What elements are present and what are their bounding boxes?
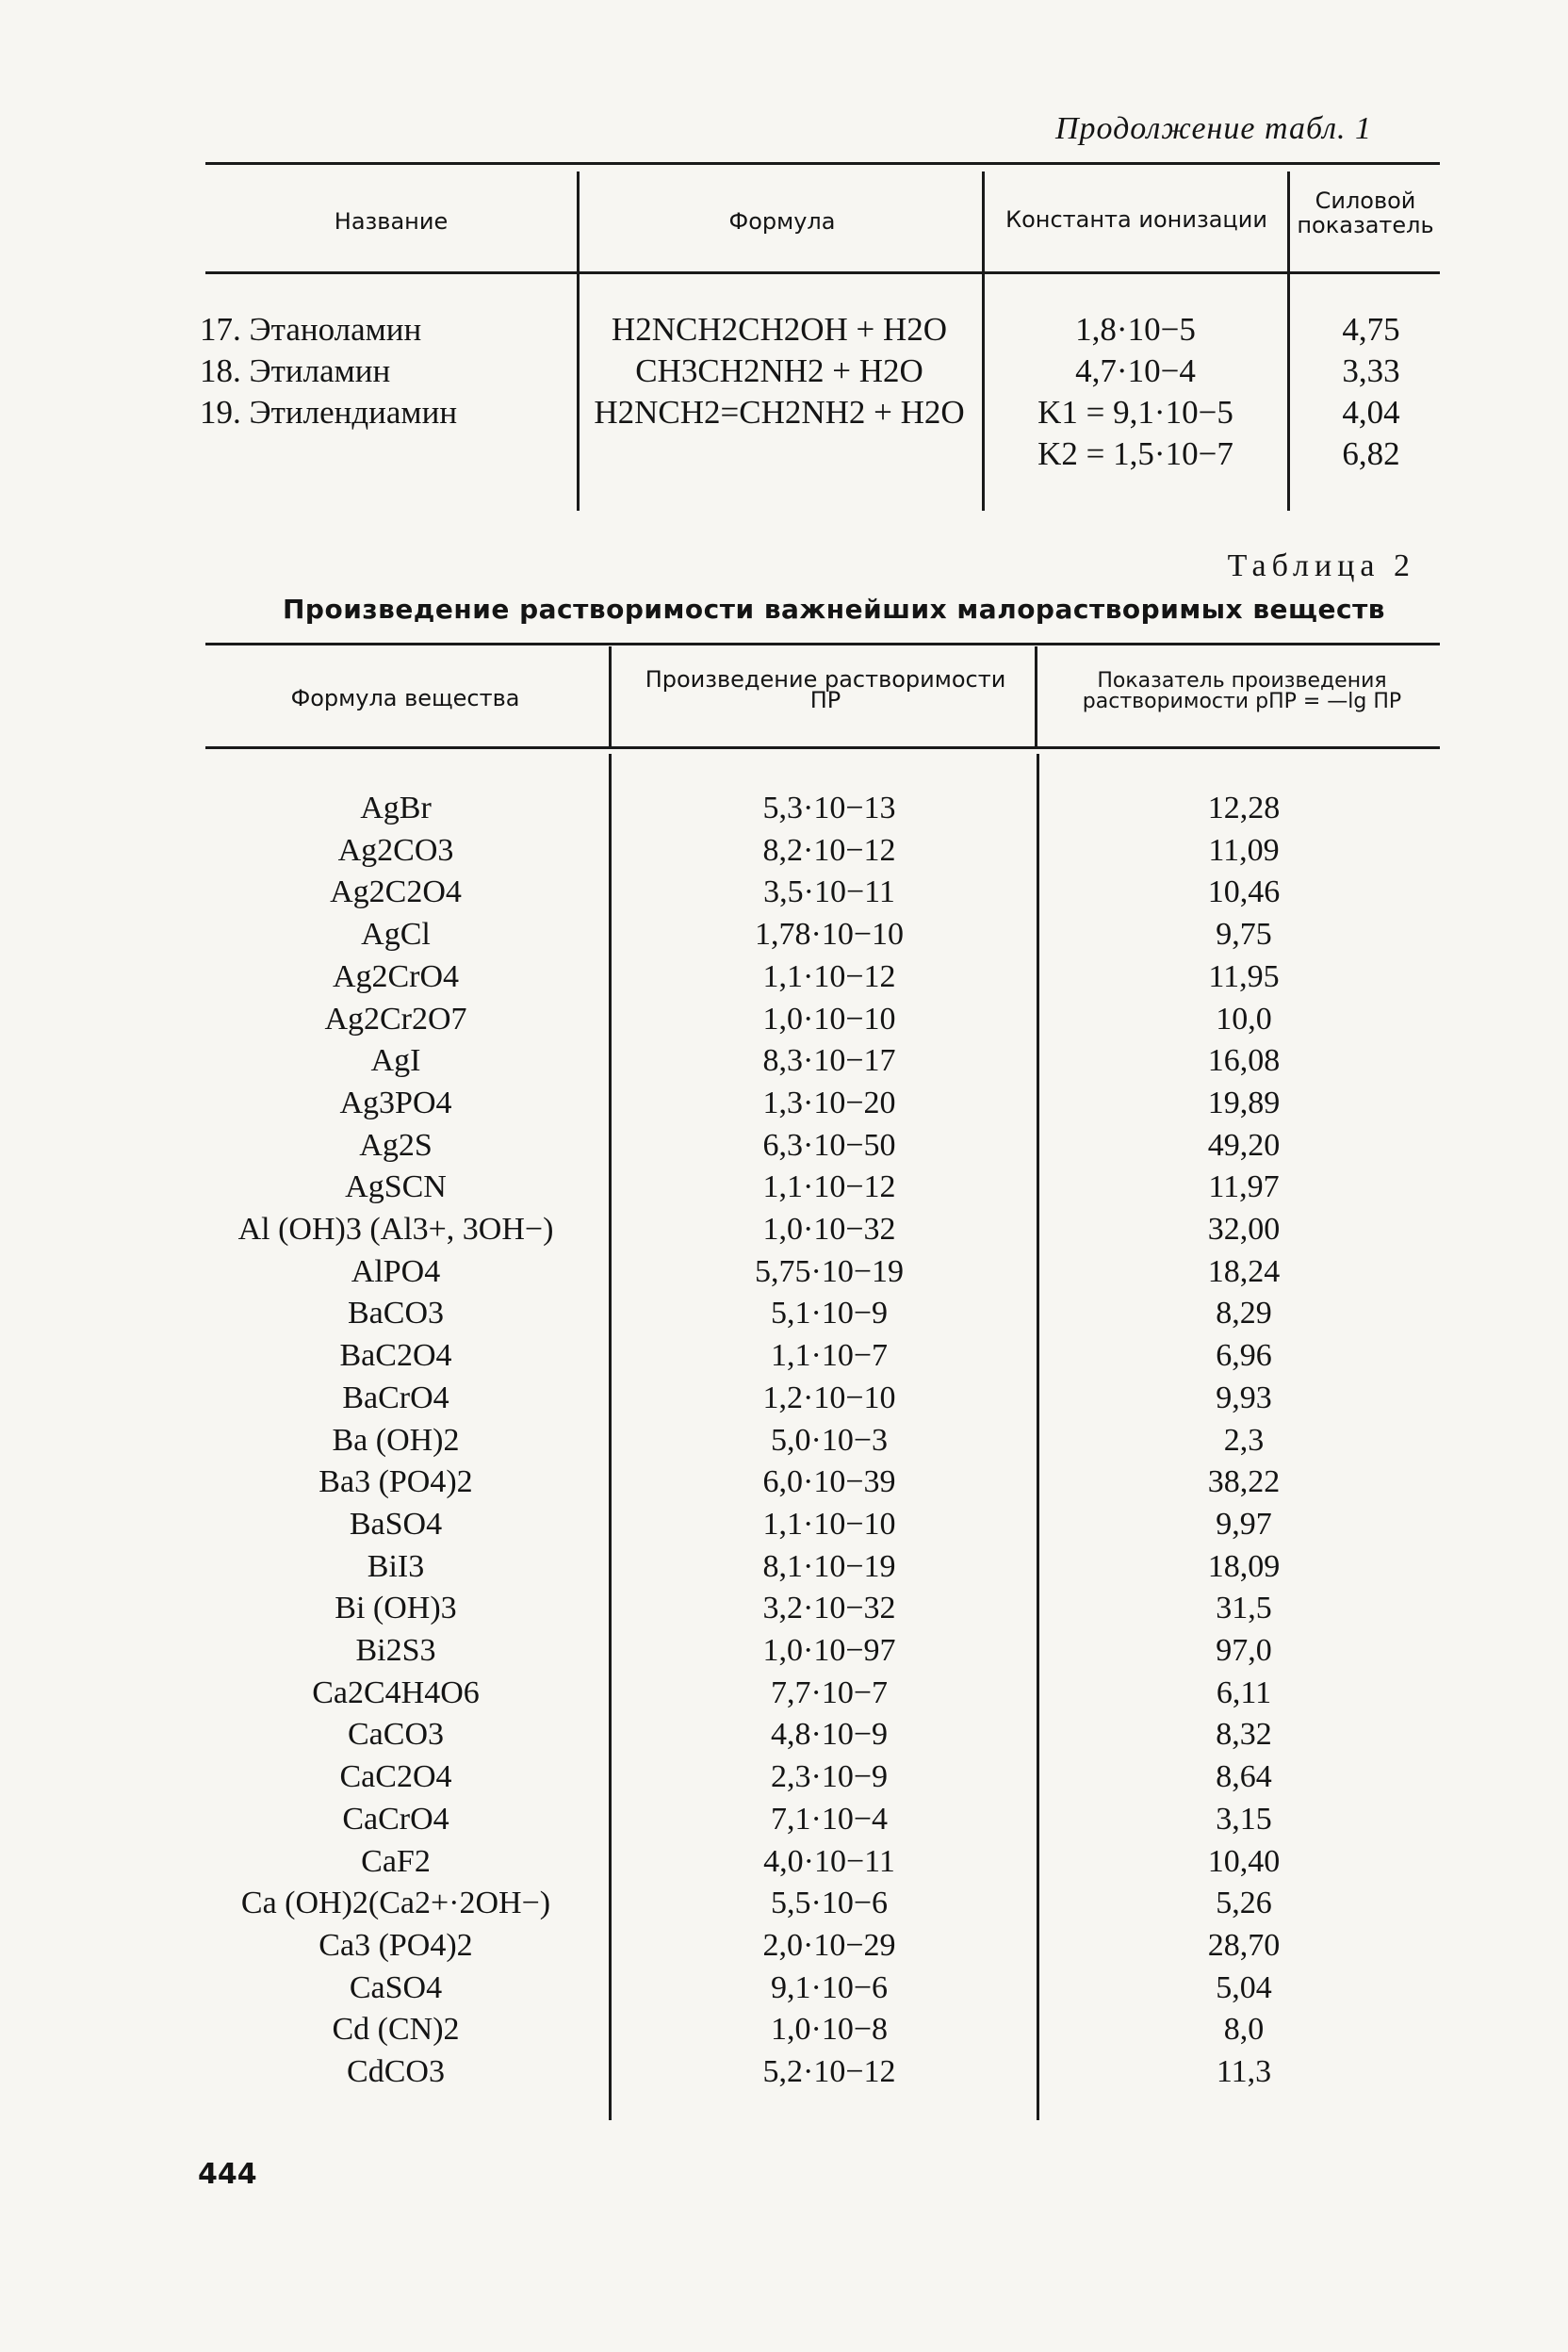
table2-header-divider-2 — [1035, 646, 1037, 746]
table2-cell-ksp: 5,5·10−6 — [771, 1886, 888, 1921]
table2-cell-pksp: 19,89 — [1207, 1085, 1281, 1120]
table2-cell-pksp: 8,32 — [1216, 1717, 1272, 1753]
table2-cell-ksp: 5,0·10−3 — [771, 1422, 888, 1458]
table2-cell-formula: Al (OH)3 (Al3+, 3OH−) — [237, 1212, 554, 1247]
table2-cell-formula: AgBr — [360, 791, 432, 825]
table2-cell-ksp: 1,0·10−8 — [771, 2012, 888, 2048]
table2-cell-ksp: 1,1·10−12 — [762, 1169, 896, 1205]
table2-cell-ksp: 7,1·10−4 — [771, 1801, 888, 1837]
table2-cell-ksp: 5,3·10−13 — [762, 791, 896, 825]
table2-cell-ksp: 1,1·10−12 — [762, 958, 896, 994]
table2-cell-pksp: 5,04 — [1216, 1969, 1272, 2005]
table2-cell-formula: Ca (OH)2(Ca2+·2OH−) — [240, 1886, 551, 1921]
table2-cell-pksp: 11,97 — [1208, 1169, 1280, 1205]
table2-cell-ksp: 8,1·10−19 — [762, 1548, 896, 1584]
table2-cell-formula: Cd (CN)2 — [332, 2012, 460, 2048]
table1-cell-constant: K1 = 9,1·10−5 — [1037, 394, 1233, 431]
table2-cell-ksp: 9,1·10−6 — [771, 1969, 888, 2005]
table2-cell-formula: CaCrO4 — [342, 1801, 449, 1837]
table2-cell-formula: BaSO4 — [349, 1506, 443, 1542]
table2-cell-ksp: 1,1·10−7 — [771, 1338, 888, 1374]
table2-cell-pksp: 28,70 — [1207, 1927, 1281, 1963]
table2-cell-formula: Bi2S3 — [355, 1633, 436, 1668]
table2-cell-pksp: 2,3 — [1223, 1422, 1265, 1458]
table2-cell-ksp: 8,2·10−12 — [762, 832, 896, 868]
table2-cell-pksp: 97,0 — [1216, 1633, 1272, 1668]
table2-cell-ksp: 4,0·10−11 — [763, 1843, 895, 1879]
table2-cell-formula: Ag3PO4 — [339, 1085, 452, 1120]
table2-cell-pksp: 31,5 — [1216, 1591, 1272, 1626]
table2-cell-pksp: 10,40 — [1207, 1843, 1281, 1879]
table2-cell-ksp: 3,2·10−32 — [762, 1591, 896, 1626]
table2-cell-pksp: 8,0 — [1223, 2012, 1265, 2048]
table2-cell-pksp: 6,96 — [1216, 1338, 1272, 1374]
table2-cell-pksp: 18,09 — [1207, 1548, 1281, 1584]
table2-cell-formula: BaCO3 — [348, 1296, 444, 1331]
table2-cell-formula: Ca3 (PO4)2 — [318, 1927, 473, 1963]
table1-cell-power: 4,75 — [1342, 311, 1400, 348]
table2-top-rule — [205, 643, 1440, 645]
table2-header-ksp-line2: ПР — [809, 687, 841, 713]
table2-header-pksp — [1044, 671, 1440, 712]
table2-cell-ksp: 7,7·10−7 — [771, 1674, 888, 1710]
table2-cell-ksp: 2,3·10−9 — [771, 1759, 888, 1795]
table2-header-pksp-line2: растворимости pПР = —lg ПР — [1082, 690, 1402, 713]
table2-cell-formula: Ag2S — [359, 1127, 433, 1163]
table2-cell-pksp: 16,08 — [1207, 1043, 1281, 1079]
table1-col-divider-2 — [982, 172, 985, 511]
table2-cell-ksp: 5,2·10−12 — [762, 2054, 896, 2089]
table1-cell-name: 17. Этаноламин — [200, 311, 422, 348]
table2-header-ksp-line1: Произведение растворимости — [645, 666, 1006, 693]
table2-cell-ksp: 1,78·10−10 — [755, 917, 904, 953]
table1-cell-formula: H2NCH2=CH2NH2 + H2O — [594, 394, 965, 431]
table2-header-ksp — [618, 666, 1033, 713]
table2-col-divider-1 — [609, 754, 612, 2120]
table2-cell-ksp: 4,8·10−9 — [771, 1717, 888, 1753]
table2-cell-ksp: 1,0·10−10 — [762, 1001, 896, 1037]
table2-col-divider-2 — [1037, 754, 1039, 2120]
table2-header-rule — [205, 746, 1440, 749]
table2-cell-pksp: 9,97 — [1216, 1506, 1272, 1542]
table2-cell-ksp: 2,0·10−29 — [762, 1927, 896, 1963]
table1-header-formula: Формула — [728, 208, 836, 235]
table2-cell-formula: AlPO4 — [351, 1253, 441, 1289]
table2-cell-formula: Ba (OH)2 — [332, 1422, 460, 1458]
table2-cell-pksp: 49,20 — [1207, 1127, 1281, 1163]
table2-cell-pksp: 32,00 — [1207, 1212, 1281, 1247]
table2-cell-ksp: 1,0·10−32 — [762, 1212, 896, 1247]
table2-cell-pksp: 38,22 — [1207, 1464, 1281, 1500]
table1-cell-formula: CH3CH2NH2 + H2O — [635, 352, 923, 389]
table1-cell-constant: 4,7·10−4 — [1075, 352, 1196, 389]
table2-cell-ksp: 3,5·10−11 — [763, 874, 895, 910]
table2-cell-pksp: 11,3 — [1216, 2054, 1272, 2089]
table2-cell-pksp: 10,46 — [1207, 874, 1281, 910]
table1-header-constant: Константа ионизации — [1005, 206, 1267, 233]
table1-header-power: Силовой показатель — [1297, 188, 1434, 238]
page-number: 444 — [198, 2158, 257, 2191]
table2-cell-pksp: 9,75 — [1216, 917, 1272, 953]
table2-header-formula: Формула вещества — [290, 685, 520, 711]
table1-cell-name: 18. Этиламин — [200, 352, 391, 389]
table1-cell-constant: 1,8·10−5 — [1075, 311, 1196, 348]
table2-cell-pksp: 6,11 — [1216, 1674, 1272, 1710]
table2-cell-formula: BaC2O4 — [339, 1338, 452, 1374]
table2-cell-formula: Ag2Cr2O7 — [324, 1001, 467, 1037]
table2-cell-ksp: 1,1·10−10 — [762, 1506, 896, 1542]
table2-cell-formula: Ag2CO3 — [337, 832, 454, 868]
table2-caption: Таблица 2 — [1227, 548, 1415, 583]
table2-cell-formula: AgCl — [361, 917, 431, 953]
table2-cell-formula: CaC2O4 — [339, 1759, 452, 1795]
table2-cell-ksp: 1,2·10−10 — [762, 1380, 896, 1415]
table2-cell-ksp: 5,75·10−19 — [755, 1253, 904, 1289]
table1-cell-power: 6,82 — [1342, 435, 1400, 472]
table2-cell-formula: Ag2CrO4 — [332, 958, 460, 994]
table1-cell-power: 4,04 — [1342, 394, 1400, 431]
table2-cell-pksp: 8,29 — [1216, 1296, 1272, 1331]
table1-top-rule — [205, 162, 1440, 165]
table1-cell-constant: K2 = 1,5·10−7 — [1037, 435, 1233, 472]
table2-cell-formula: Ca2C4H4O6 — [312, 1674, 480, 1710]
table2-cell-ksp: 6,3·10−50 — [762, 1127, 896, 1163]
table2-cell-formula: AgSCN — [345, 1169, 447, 1205]
table2-cell-formula: Bi (OH)3 — [335, 1591, 457, 1626]
table2-cell-formula: BiI3 — [367, 1548, 425, 1584]
table2-cell-formula: CaCO3 — [348, 1717, 444, 1753]
table2-cell-ksp: 8,3·10−17 — [762, 1043, 896, 1079]
table2-cell-pksp: 8,64 — [1216, 1759, 1272, 1795]
table2-header-pksp-line1: Показатель произведения — [1097, 669, 1387, 693]
table1-cell-name: 19. Этилендиамин — [200, 394, 458, 431]
table2-cell-ksp: 1,0·10−97 — [762, 1633, 896, 1668]
table2-cell-pksp: 11,95 — [1208, 958, 1280, 994]
table2-title: Произведение растворимости важнейших малорастворимых веществ — [283, 594, 1386, 625]
table2-cell-pksp: 12,28 — [1207, 791, 1281, 825]
table2-cell-formula: AgI — [370, 1043, 421, 1079]
table2-cell-pksp: 9,93 — [1216, 1380, 1272, 1415]
table2-cell-ksp: 5,1·10−9 — [771, 1296, 888, 1331]
table2-cell-formula: CaSO4 — [349, 1969, 443, 2005]
table2-cell-formula: BaCrO4 — [342, 1380, 449, 1415]
continuation-title: Продолжение табл. 1 — [1055, 111, 1373, 146]
table2-cell-formula: CdCO3 — [347, 2054, 445, 2089]
table2-cell-pksp: 18,24 — [1207, 1253, 1281, 1289]
table1-cell-formula: H2NCH2CH2OH + H2O — [611, 311, 948, 348]
table2-cell-formula: Ba3 (PO4)2 — [318, 1464, 473, 1500]
table2-cell-formula: CaF2 — [361, 1843, 431, 1879]
table1-cell-power: 3,33 — [1342, 352, 1400, 389]
table2-header-divider-1 — [609, 646, 612, 746]
table1-header-name: Название — [334, 208, 449, 235]
table2-cell-formula: Ag2C2O4 — [330, 874, 462, 910]
table1-header-rule — [205, 271, 1440, 274]
table2-cell-pksp: 3,15 — [1216, 1801, 1272, 1837]
table2-cell-pksp: 11,09 — [1208, 832, 1280, 868]
table2-cell-ksp: 6,0·10−39 — [762, 1464, 896, 1500]
table2-cell-pksp: 5,26 — [1216, 1886, 1272, 1921]
table2-cell-pksp: 10,0 — [1216, 1001, 1272, 1037]
table2-cell-ksp: 1,3·10−20 — [762, 1085, 896, 1120]
